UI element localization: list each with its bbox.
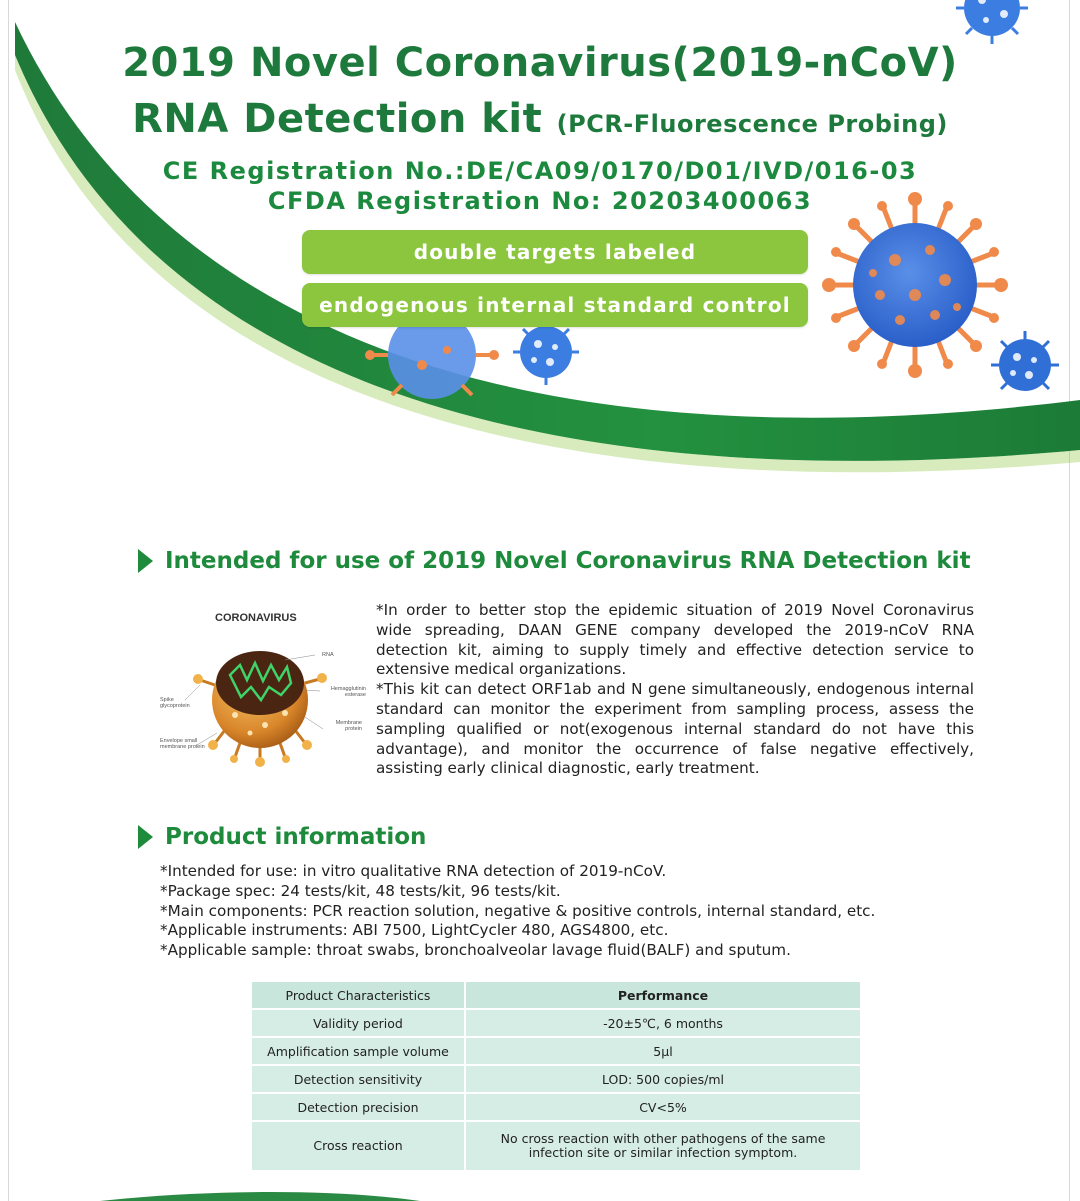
table-row [252,1122,860,1170]
virus-small-right-icon [991,331,1059,391]
label-membrane-protein: Membrane protein [335,720,362,732]
table-cell: CV<5% [466,1094,860,1120]
table-row [252,1094,860,1120]
intended-use-description [376,601,974,779]
table-cell: Validity period [252,1010,464,1036]
specification-table [250,980,862,1172]
product-info-heading-text: Product information [165,824,427,850]
table-header-row [252,982,860,1008]
feature-pill-double-targets: double targets labeled [302,230,808,274]
table-cell: LOD: 500 copies/ml [466,1066,860,1092]
table-row [252,1038,860,1064]
table-header-cell: Performance [466,982,860,1008]
list-item: *Package spec: 24 tests/kit, 48 tests/kit, 96 tests/kit. [160,881,561,900]
list-item: *Intended for use: in vitro qualitative RNA detection of 2019-nCoV. [160,862,667,880]
product-title-line2 [0,96,1080,142]
intended-use-heading [138,548,971,574]
title-main-text: RNA Detection kit [132,96,557,142]
product-title-line1: 2019 Novel Coronavirus(2019-nCoV) [122,40,958,86]
table-cell: 5μl [466,1038,860,1064]
table-cell: Amplification sample volume [252,1038,464,1064]
table-cell: Detection precision [252,1094,464,1120]
intended-use-heading-text: Intended for use of 2019 Novel Coronavirus RNA Detection kit [165,548,971,574]
virus-large-icon [822,192,1008,378]
table-cell: Cross reaction [252,1122,464,1170]
cfda-registration: CFDA Registration No: 20203400063 [267,187,813,215]
triangle-bullet-icon [138,825,153,849]
intended-paragraph-1: *In order to better stop the epidemic situation of 2019 Novel Coronavirus wide spreading, DAAN GENE company developed the 2019-nCoV RNA detection kit, aiming to supply timely and effective detection service to extensive medical organizations. [376,601,974,679]
table-cell: -20±5℃, 6 months [466,1010,860,1036]
ce-registration: CE Registration No.:DE/CA09/0170/D01/IVD/016-03 [162,157,918,185]
table-cell: No cross reaction with other pathogens of the same infection site or similar infection symptom. [466,1122,860,1170]
bottom-green-curve [0,1188,1080,1201]
table-row [252,1010,860,1036]
illustration-title: CORONAVIRUS [215,612,297,624]
product-info-heading [138,824,426,850]
virus-small-top-icon [956,0,1028,44]
table-cell: Detection sensitivity [252,1066,464,1092]
list-item: *Applicable instruments: ABI 7500, LightCycler 480, AGS4800, etc. [160,921,669,940]
table-header-cell: Product Characteristics [252,982,464,1008]
label-envelope-protein: Envelope small membrane protein [160,738,205,750]
label-spike-glycoprotein: Spike glycoprotein [160,697,190,709]
product-info-list [160,862,990,961]
list-item: *Applicable sample: throat swabs, bronchoalveolar lavage fluid(BALF) and sputum. [160,941,791,960]
intended-paragraph-2: *This kit can detect ORF1ab and N gene simultaneously, endogenous internal standard can monitor the experiment from sampling process, assess the sampling qualified or not(exogenous internal standard do not have this advantage), and monitor the occurrence of false negative effectively, assisting early clinical diagnostic, early treatment. [376,680,974,778]
virus-small-middle-icon [513,319,579,385]
triangle-bullet-icon [138,549,153,573]
label-rna: RNA [322,652,334,658]
title-method-text: (PCR-Fluorescence Probing) [556,110,948,138]
list-item: *Main components: PCR reaction solution, negative & positive controls, internal standard, etc. [160,901,876,920]
label-hemagglutinin: Hemagglutinin esterase [330,686,366,698]
feature-pill-internal-control: endogenous internal standard control [302,283,808,327]
table-row [252,1066,860,1092]
